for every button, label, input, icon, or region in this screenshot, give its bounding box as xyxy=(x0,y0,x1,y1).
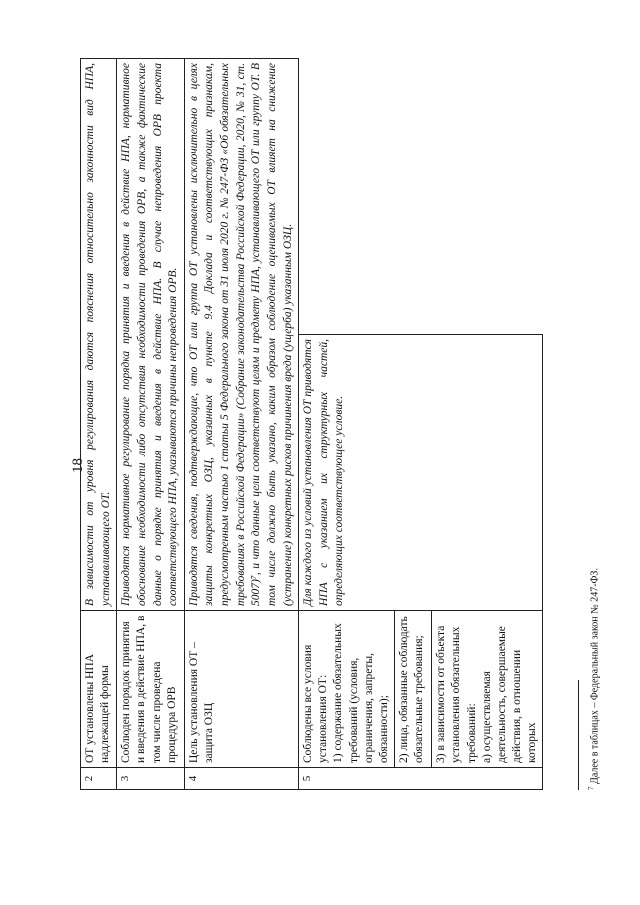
condition-cell: Соблюдены все условия установления ОТ: 1) содержание обязательных требований (условия, ограничения, запреты, обязанности); xyxy=(299,611,395,768)
condition-cell: Цель установления ОТ – защита ОЗЦ xyxy=(184,611,298,768)
explanation-cell: Приводятся сведения, подтверждающие, что ОТ или группа ОТ установлены исключительно в целях защиты конкретных ОЗЦ, указанных в пункте 9.4 Доклада и соответствующих признакам, предусмотренным частью 1 статьи 5 Федерального закона от 31 июля 2020 г. № 247-ФЗ «Об обязательных требованиях в Российской Федерации» (Собрание законодательства Российской Федерации, 2020, № 31, ст. 5007)⁷, и что данные цели соответствуют целям и предмету НПА, устанавливающего ОТ или группу ОТ. В том числе должно быть указано, каким образом соблюдение оцениваемых ОТ влияет на снижение (устранение) конкретных рисков причинения вреда (ущерба) указанным ОЗЦ. xyxy=(184,59,298,611)
table-row xyxy=(184,59,298,790)
explanation-cell: Для каждого из условий установления ОТ приводятся НПА с указанием их структурных частей, определяющих соответствующее условие. xyxy=(299,335,543,611)
footnote-divider xyxy=(578,680,579,790)
table-row xyxy=(81,59,117,790)
footnote xyxy=(587,568,600,790)
table-row xyxy=(117,59,185,790)
condition-cell: ОТ установлены НПА надлежащей формы xyxy=(81,611,117,768)
page-number: 18 xyxy=(70,458,86,473)
footnote-marker: 7 xyxy=(587,786,595,790)
row-number: 2 xyxy=(81,768,117,790)
condition-subcell: 3) в зависимости от объекта установления обязательных требований: а) осуществляемая деятельность, совершаемые действия, в отношении которых xyxy=(432,611,543,768)
explanation-cell: В зависимости от уровня регулирования даются пояснения относительно законности вид НПА, устанавливающего ОТ. xyxy=(81,59,117,611)
footnote-text: Далее в таблицах – Федеральный закон № 247-ФЗ. xyxy=(589,568,601,787)
row-number: 4 xyxy=(184,768,298,790)
row-number: 3 xyxy=(117,768,185,790)
condition-subcell: 2) лица, обязанные соблюдать обязательные требования; xyxy=(395,611,432,768)
condition-cell: Соблюден порядок принятия и введения в действие НПА, в том числе проведена процедура ОРВ xyxy=(117,611,185,768)
table-row xyxy=(299,59,395,790)
row-number: 5 xyxy=(299,768,543,790)
explanation-cell: Приводятся нормативное регулирование порядка принятия и введения в действие НПА, нормативное обоснование необходимости либо отсутствия необходимости проведения ОРВ, а также фактические данные о порядке принятия и введения в действие НПА. В случае непроведения ОРВ проекта соответствующего НПА, указываются причины непроведения ОРВ. xyxy=(117,59,185,611)
requirements-table xyxy=(80,58,543,790)
